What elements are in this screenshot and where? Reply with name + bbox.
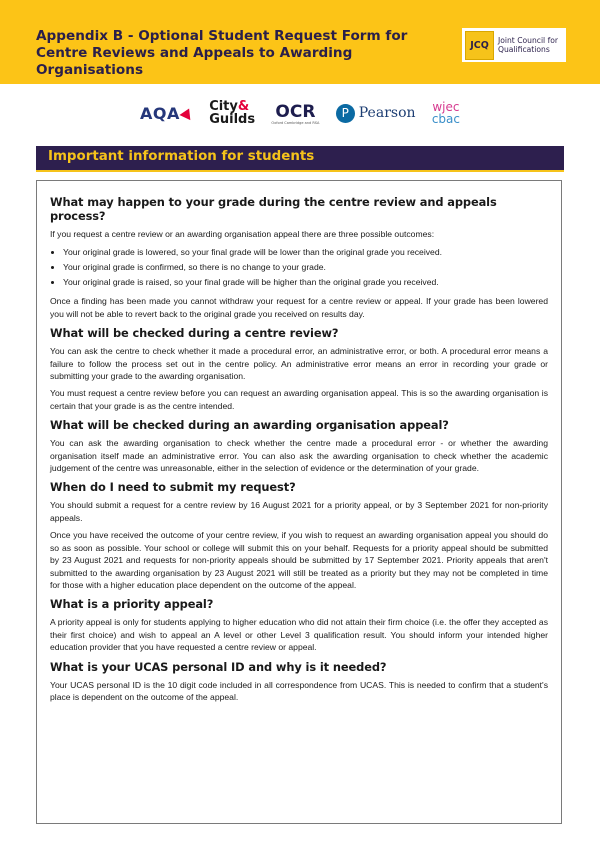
jcq-mark-icon: JCQ <box>465 31 494 60</box>
section-centre-review <box>50 326 548 412</box>
ocr-logo <box>271 102 319 125</box>
section-heading: What is a priority appeal? <box>50 597 214 612</box>
aqa-wordmark: AQA <box>140 103 180 123</box>
pearson-logo <box>336 104 416 123</box>
section-paragraph: You can ask the awarding organisation to check whether the centre made a procedural error - or whether the awarding organisation itself made an administrative error. You can also ask the awarding organisation to check whether the academic judgement of the centre was unreasonable, either in the selection of evidence or the determination of your grade. <box>50 438 548 474</box>
document-title <box>36 28 456 79</box>
cg-ampersand: & <box>237 99 250 114</box>
wjec-cbac-logo <box>432 101 460 125</box>
section-paragraph: Once you have received the outcome of your centre review, if you wish to request an awarding organisation appeal you should do so as soon as possible. Your school or college will submit this on your behalf. Requests for a priority appeal should be submitted by 23 August 2021 and requests for non-priority appeals should be submitted by 17 September 2021. Priority appeals that aren't submitted to the awarding organisation by 23 August 2021 will still be treated as a priority but they may not be completed in time for those with a higher education place dependent on the outcome of the appeal. <box>50 530 548 590</box>
section-paragraph: You can ask the centre to check whether it made a procedural error, an administrative error, or both. A procedural error means a failure to follow the process set out in the centre policy. An administrative error means an error in recording your grade or submitting your grade to the awarding organisation. <box>50 346 548 382</box>
information-box <box>36 180 562 824</box>
cg-city: City <box>209 99 238 114</box>
title-line-1: Appendix B - Optional Student Request Form for <box>36 28 408 44</box>
section-heading: What will be checked during a centre review? <box>50 326 339 341</box>
ocr-tagline: Oxford Cambridge and RSA <box>271 120 320 125</box>
cg-line-2: Guilds <box>209 112 256 127</box>
section-grade-outcomes <box>50 195 548 320</box>
section-paragraph: Your UCAS personal ID is the 10 digit code included in all correspondence from UCAS. This is needed to confirm that a student's place is dependent on the outcome of the appeal. <box>50 679 548 702</box>
section-heading: What is your UCAS personal ID and why is it needed? <box>50 659 387 674</box>
outcome-item-lowered: • Your original grade is lowered, so your final grade will be lower than the original grade you received. <box>63 245 548 260</box>
section-ucas-id <box>50 660 548 704</box>
jcq-line-2: Qualifications <box>498 45 550 54</box>
section-paragraph: If you request a centre review or an awarding organisation appeal there are three possible outcomes: <box>50 229 435 239</box>
awarding-body-logos <box>140 95 460 131</box>
jcq-wordmark <box>498 36 558 54</box>
section-ao-appeal <box>50 418 548 474</box>
section-heading: What may happen to your grade during the centre review and appeals process? <box>50 195 497 223</box>
ocr-wordmark: OCR <box>275 101 316 122</box>
aqa-logo <box>140 104 193 123</box>
outcome-item-confirmed: • Your original grade is confirmed, so there is no change to your grade. <box>63 260 548 275</box>
wjec-line: wjec <box>432 100 460 114</box>
banner-title: Important information for students <box>48 149 315 164</box>
title-line-2: Centre Reviews and Appeals to Awarding Organisations <box>36 45 353 78</box>
section-paragraph: You must request a centre review before you can request an awarding organisation appeal. This is so the awarding organisation is certain that your grade is as the centre intended. <box>50 388 548 411</box>
jcq-logo <box>462 28 566 62</box>
jcq-line-1: Joint Council for <box>498 36 559 45</box>
section-priority-appeal <box>50 597 548 653</box>
aqa-swoosh-icon <box>179 106 194 120</box>
city-guilds-logo <box>209 100 255 126</box>
section-banner <box>36 146 564 172</box>
outcome-item-raised: • Your original grade is raised, so your final grade will be higher than the original grade you received. <box>63 275 548 290</box>
section-heading: What will be checked during an awarding organisation appeal? <box>50 418 449 433</box>
section-paragraph: Once a finding has been made you cannot withdraw your request for a centre review or appeal. If your grade has been lowered you will not be able to revert back to the original grade you received on results day. <box>50 296 548 319</box>
section-paragraph: You should submit a request for a centre review by 16 August 2021 for a priority appeal, or by 3 September 2021 for non-priority appeals. <box>50 500 548 523</box>
pearson-wordmark: Pearson <box>358 105 416 121</box>
cbac-line: cbac <box>431 112 460 126</box>
section-heading: When do I need to submit my request? <box>50 480 296 495</box>
pearson-ring-icon: P <box>336 104 355 123</box>
header-band <box>0 0 600 84</box>
outcome-list <box>50 245 548 290</box>
section-deadlines <box>50 480 548 591</box>
section-paragraph: A priority appeal is only for students applying to higher education who did not attain their firm choice (i.e. the offer they accepted as their first choice) and wish to appeal an A level or other Level 3 qualification result. You should inform your intended higher education provider that you have requested a centre review or appeal. <box>50 617 548 653</box>
